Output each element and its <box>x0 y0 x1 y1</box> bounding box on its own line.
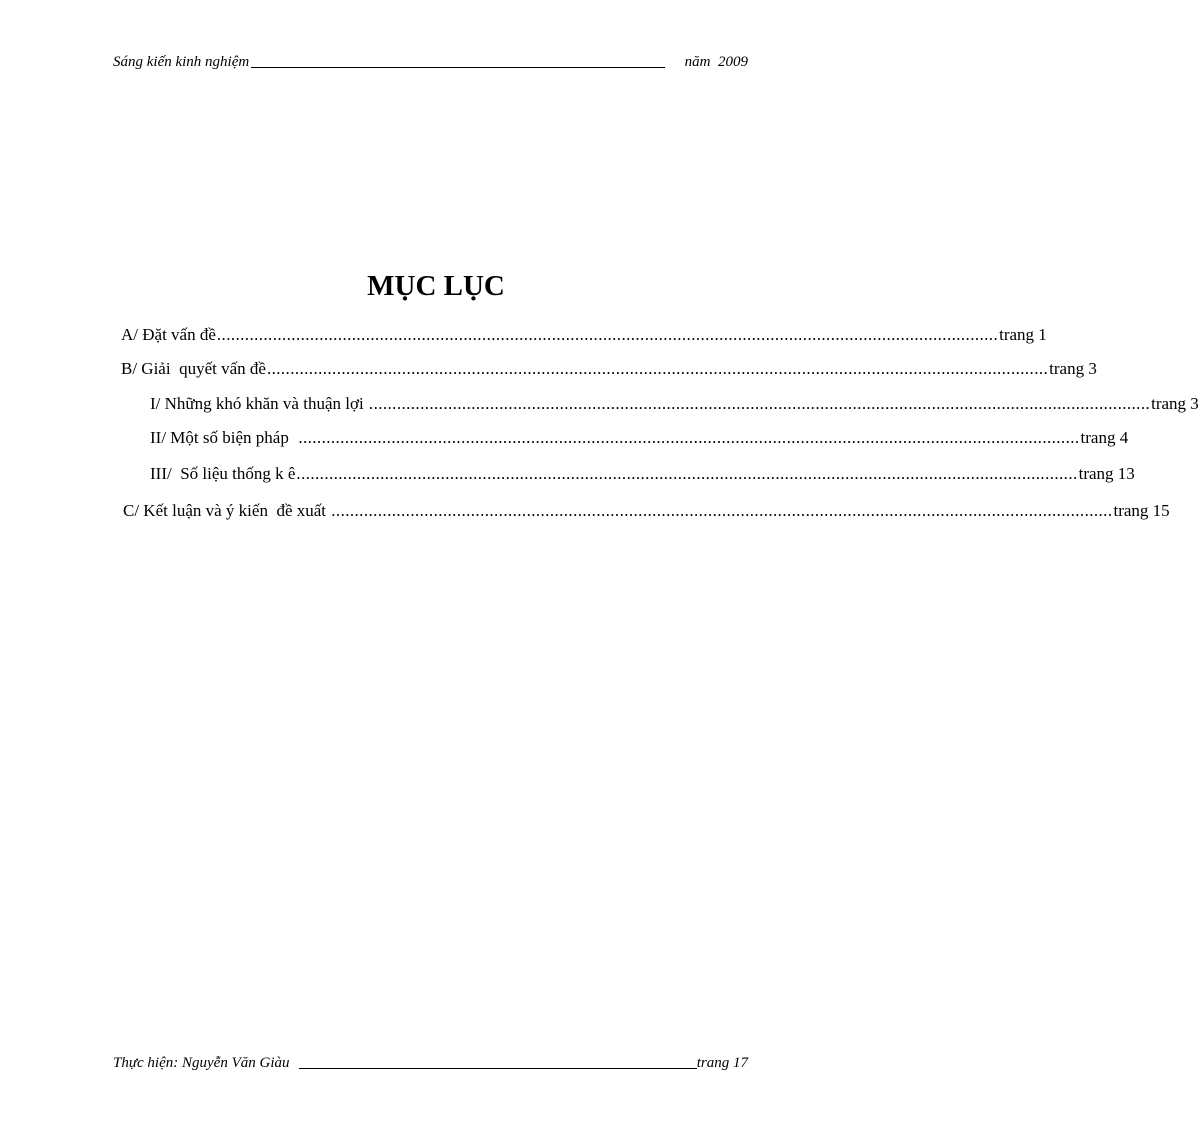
toc-leader-dots: ........................................................................................................................................................................ <box>266 359 1049 378</box>
toc-entry-page: trang 15 <box>1113 501 1170 520</box>
toc-entry-b-i[interactable] <box>0 393 1199 415</box>
toc-leader-dots: ........................................................................................................................................................................ <box>296 464 1078 483</box>
toc-entry-label: B/ Giải quyết vấn đề <box>121 359 266 378</box>
toc-leader-dots: ........................................................................................................................................................................ <box>298 428 1080 447</box>
header-right-text: năm 2009 <box>684 54 748 70</box>
toc-entry-label: I/ Những khó khăn và thuận lợi <box>150 394 368 413</box>
header-left-text: Sáng kiến kinh nghiệm <box>113 54 250 70</box>
toc-entry-label: C/ Kết luận và ý kiến đề xuất <box>123 501 331 520</box>
toc-entry-label: III/ Số liệu thống k ê <box>150 464 296 483</box>
toc-entry-page: trang 1 <box>999 325 1047 344</box>
page-footer <box>113 1054 748 1072</box>
header-rule <box>251 67 664 68</box>
toc-entry-c[interactable] <box>0 500 1170 522</box>
toc-leader-dots: ........................................................................................................................................................................ <box>216 325 999 344</box>
toc-leader-dots: ........................................................................................................................................................................ <box>368 394 1151 413</box>
toc-entry-label: A/ Đặt vấn đề <box>121 325 216 344</box>
footer-page-number: trang 17 <box>696 1055 748 1071</box>
footer-rule <box>299 1068 696 1069</box>
toc-leader-dots: ........................................................................................................................................................................ <box>331 501 1113 520</box>
toc-entry-page: trang 3 <box>1151 394 1199 413</box>
page-title: MỤC LỤC <box>367 270 505 302</box>
toc-entry-b-ii[interactable] <box>0 427 1129 449</box>
footer-left-text: Thực hiện: Nguyễn Văn Giàu <box>113 1055 290 1071</box>
toc-entry-page: trang 3 <box>1049 359 1097 378</box>
toc-entry-a[interactable] <box>0 324 1047 346</box>
toc-entry-page: trang 4 <box>1080 428 1129 447</box>
toc-entry-label: II/ Một số biện pháp <box>150 428 298 447</box>
toc-entry-b[interactable] <box>0 358 1097 380</box>
toc-entry-page: trang 13 <box>1078 464 1135 483</box>
page-header <box>113 53 748 71</box>
toc-entry-b-iii[interactable] <box>0 463 1135 485</box>
